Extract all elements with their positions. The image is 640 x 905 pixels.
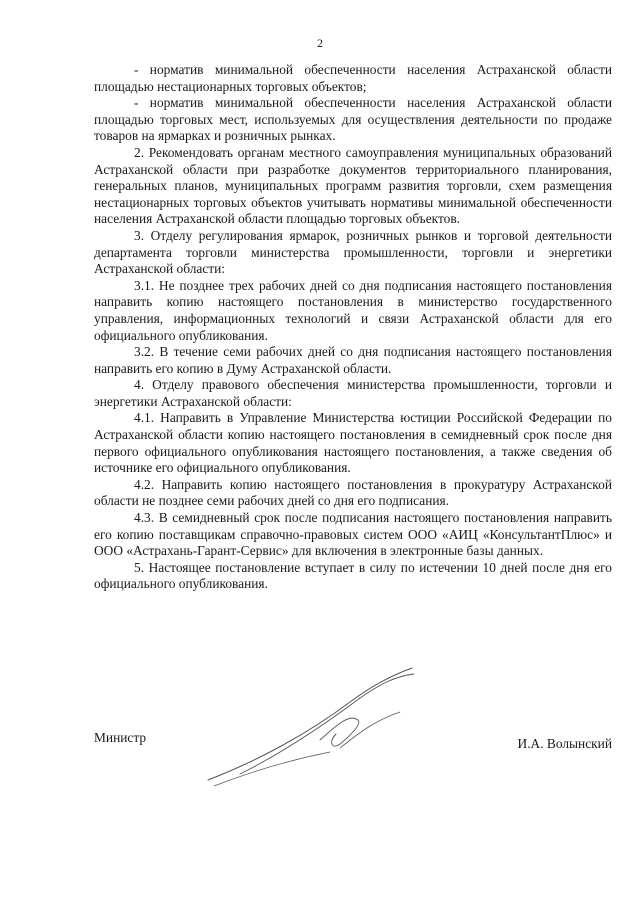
paragraph-item-4-3: 4.3. В семидневный срок после подписания настоящего постановления направить его копию поставщикам справочно-правовых систем ООО «АИЦ «КонсультантПлюс» и ООО «Астрахань-Гарант-Сервис» для включения в электронные базы данных. [94, 510, 612, 559]
paragraph-norm-trade-places: - норматив минимальной обеспеченности населения Астраханской области площадью торговых мест, используемых для осуществления деятельности по продаже товаров на ярмарках и розничных рынках. [94, 95, 612, 144]
signatory-name: И.А. Волынский [517, 736, 612, 751]
document-body [94, 62, 612, 593]
paragraph-item-3-2: 3.2. В течение семи рабочих дней со дня подписания настоящего постановления направить его копию в Думу Астраханской области. [94, 344, 612, 376]
paragraph-item-4: 4. Отделу правового обеспечения министерства промышленности, торговли и энергетики Астраханской области: [94, 377, 612, 409]
paragraph-item-3-1: 3.1. Не позднее трех рабочих дней со дня подписания настоящего постановления направить копию настоящего постановления в министерство государственного управления, информационных технологий и связи Астраханской области для его официального опубликования. [94, 277, 612, 343]
paragraph-item-4-2: 4.2. Направить копию настоящего постановления в прокуратуру Астраханской области не позднее семи рабочих дней со дня его подписания. [94, 476, 612, 509]
paragraph-item-5: 5. Настоящее постановление вступает в силу по истечении 10 дней после дня его официального опубликования. [94, 559, 612, 592]
handwritten-signature [200, 662, 430, 792]
paragraph-norm-nonstationary: - норматив минимальной обеспеченности населения Астраханской области площадью нестационарных торговых объектов; [94, 62, 612, 94]
paragraph-item-2: 2. Рекомендовать органам местного самоуправления муниципальных образований Астраханской области при разработке документов территориального планирования, генеральных планов, муниципальных программ развития торговли, схем размещения нестационарных торговых объектов учитывать нормативы минимальной обеспеченности населения Астраханской области площадью торговых объектов. [94, 144, 612, 227]
signatory-title: Министр [94, 730, 147, 745]
paragraph-item-4-1: 4.1. Направить в Управление Министерства юстиции Российской Федерации по Астраханской области копию настоящего постановления в семидневный срок после дня первого официального опубликования настоящего постановления, а также сведения об источнике его официального опубликования. [94, 410, 612, 476]
page-number: 2 [317, 36, 323, 50]
paragraph-item-3: 3. Отделу регулирования ярмарок, розничных рынков и торговой деятельности департамента торговли министерства промышленности, торговли и энергетики Астраханской области: [94, 227, 612, 277]
